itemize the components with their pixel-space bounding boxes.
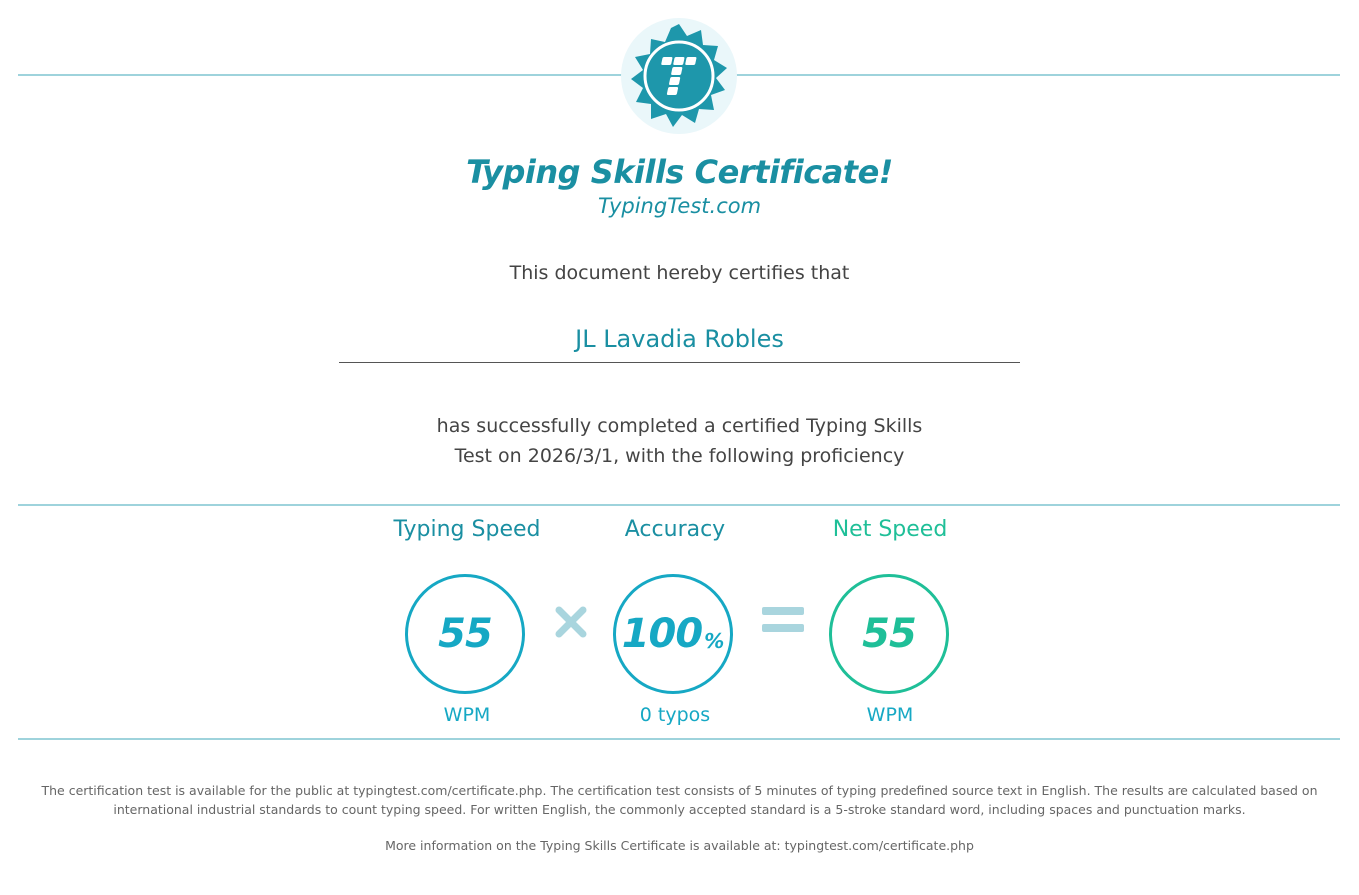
net-speed-value: 55	[862, 611, 916, 657]
accuracy-typos: 0 typos	[639, 704, 711, 726]
net-speed-unit: WPM	[866, 704, 914, 726]
results-bottom-divider	[18, 738, 1340, 740]
site-name: TypingTest.com	[597, 194, 762, 218]
typing-speed-circle	[405, 574, 525, 694]
certifies-text: This document hereby certifies that	[509, 262, 850, 284]
accuracy-value: 100	[621, 611, 703, 657]
typing-speed-value: 55	[438, 611, 492, 657]
results-top-divider	[18, 504, 1340, 506]
recipient-name: JL Lavadia Robles	[575, 325, 784, 353]
equals-icon	[762, 605, 804, 635]
footer-disclaimer: The certification test is available for the public at typingtest.com/certificate.php. The certification test consists of 5 minutes of typing predefined source text in English. The results are calculated based on international industrial standards to count typing speed. For written English, the commonly accepted standard is a 5-stroke standard word, including spaces and punctuation marks.	[41, 783, 1318, 817]
typing-speed-unit: WPM	[443, 704, 491, 726]
multiply-icon	[554, 605, 588, 639]
net-speed-circle	[829, 574, 949, 694]
completion-line-1: has successfully completed a certified Typing Skills	[436, 415, 923, 437]
net-speed-label: Net Speed	[832, 517, 948, 542]
footer-more-info: More information on the Typing Skills Certificate is available at: typingtest.com/certificate.php	[385, 838, 974, 853]
certificate-title: Typing Skills Certificate!	[466, 153, 893, 191]
accuracy-percent-sign: %	[704, 629, 725, 653]
accuracy-label: Accuracy	[624, 517, 726, 542]
typingtest-logo-badge-icon	[621, 18, 737, 134]
completion-statement	[0, 411, 1359, 471]
completion-line-2: Test on 2026/3/1, with the following proficiency	[454, 445, 905, 467]
accuracy-circle	[613, 574, 733, 694]
typing-speed-label: Typing Speed	[393, 517, 541, 542]
name-underline	[339, 362, 1020, 363]
